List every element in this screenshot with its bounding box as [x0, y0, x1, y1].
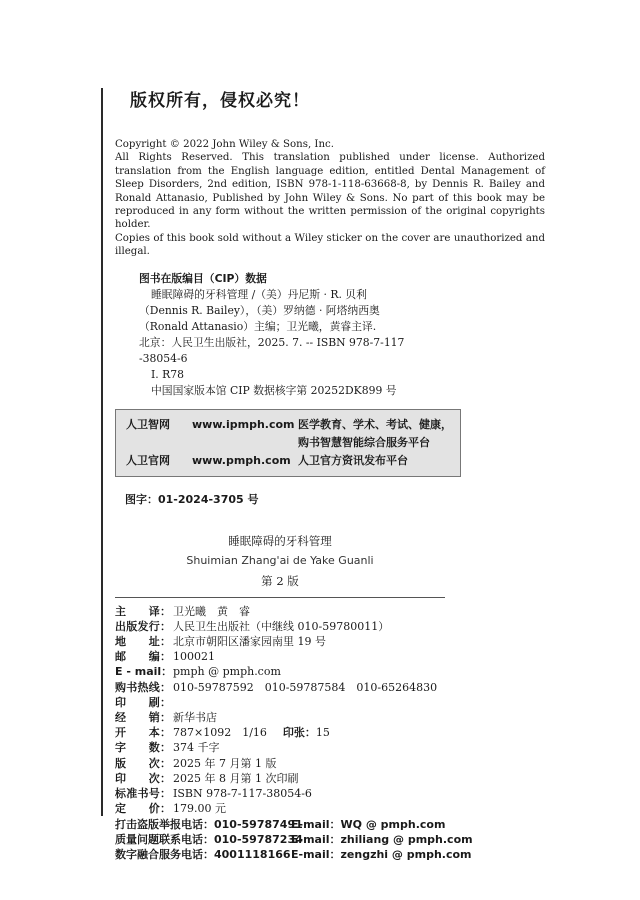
info-extra-value: 15: [315, 726, 330, 740]
info-label: E - mail：: [115, 665, 173, 679]
info-row: [115, 634, 545, 649]
info-label: 开 本：: [115, 726, 171, 740]
info-label: 印 刷：: [115, 695, 171, 709]
book-title: 睡眠障碍的牙科管理: [228, 533, 332, 548]
contact-row: [115, 817, 545, 832]
info-value: 2025 年 8 月第 1 次印刷: [173, 771, 299, 785]
book-title-pinyin: Shuimian Zhang'ai de Yake Guanli: [186, 553, 374, 567]
info-row: [115, 649, 545, 664]
box-site-name: 人卫智网: [126, 417, 170, 431]
contact-email[interactable]: E-mail：zengzhi @ pmph.com: [291, 847, 472, 861]
info-label: 定 价：: [115, 802, 171, 816]
info-label: 经 销：: [115, 711, 171, 725]
info-row: [115, 786, 545, 801]
cip-line: Ⅰ. R78: [151, 367, 184, 381]
contact-row: [115, 832, 545, 847]
info-row: [115, 680, 545, 695]
info-value: 787×1092 1/16: [173, 726, 267, 740]
info-label: 邮 编：: [115, 650, 171, 664]
box-site-desc: 医学教育、学术、考试、健康，: [298, 417, 452, 431]
info-label: 印 次：: [115, 771, 171, 785]
info-row: [115, 756, 545, 771]
book-edition: 第 2 版: [261, 573, 299, 588]
cip-line: （Ronald Attanasio）主编；卫光曦，黄睿主译.: [139, 319, 377, 333]
box-site-name: 人卫官网: [126, 453, 170, 467]
info-value: 2025 年 7 月第 1 版: [173, 756, 277, 770]
cip-line: -38054-6: [139, 351, 188, 365]
cip-title: 图书在版编目（CIP）数据: [139, 271, 267, 285]
info-label: 购书热线：: [115, 680, 171, 694]
box-site-url: [192, 434, 298, 452]
info-label: 地 址：: [115, 635, 171, 649]
info-row: [115, 740, 545, 755]
box-site-name: [126, 434, 192, 452]
contact-row: [115, 847, 545, 862]
info-row: [115, 664, 545, 679]
info-value: 179.00 元: [173, 802, 226, 816]
info-value: 北京市朝阳区潘家园南里 19 号: [173, 635, 326, 649]
info-value: 卫光曦 黄 睿: [173, 604, 250, 618]
info-row: [115, 695, 545, 710]
box-row: [126, 416, 454, 434]
info-row: [115, 801, 545, 816]
box-site-desc: 人卫官方资讯发布平台: [298, 453, 408, 467]
info-label: 标准书号：: [115, 787, 171, 801]
box-site-desc: 购书智慧智能综合服务平台: [298, 435, 430, 449]
page-headline: 版权所有，侵权必究！: [130, 91, 310, 111]
info-row: [115, 710, 545, 725]
license-paragraph: All Rights Reserved. This translation published under license. Authorized translation from the English language edition, entitled Dental Management of Sleep Disorders, 2nd edition, ISBN 978-1-118-63668-8, by Dennis R. Bailey and Ronald Attanasio, Published by John Wiley & Sons. No part of this book may be reproduced in any form without the written permission of the original copyrights holder.: [115, 152, 545, 231]
contact-email[interactable]: E-mail：WQ @ pmph.com: [291, 817, 446, 831]
info-row: [115, 725, 545, 740]
left-margin-rule: [101, 88, 103, 816]
info-value: 374 千字: [173, 741, 220, 755]
info-value: pmph @ pmph.com: [173, 665, 281, 679]
info-value: 010-59787592 010-59787584 010-65264830: [173, 680, 438, 694]
copyright-registration-number: 图字：01-2024-3705 号: [125, 492, 259, 506]
box-row: [126, 434, 454, 452]
info-value: 新华书店: [173, 711, 217, 725]
copyright-page: [115, 86, 545, 862]
publication-info: [115, 604, 545, 862]
cip-line: 睡眠障碍的牙科管理 /（美）丹尼斯 · R. 贝利: [151, 287, 367, 301]
cip-line: （Dennis R. Bailey），（美）罗纳德 · 阿塔纳西奥: [139, 303, 380, 317]
english-copyright-notice: [115, 138, 545, 259]
info-value: 人民卫生出版社（中继线 010-59780011）: [173, 619, 390, 633]
box-site-url[interactable]: www.pmph.com: [192, 453, 291, 467]
cip-line: 中国国家版本馆 CIP 数据核字第 20252DK899 号: [151, 383, 397, 397]
box-site-url[interactable]: www.ipmph.com: [192, 417, 295, 431]
info-extra-label: 印张：: [282, 726, 316, 740]
info-value: 100021: [173, 650, 215, 664]
info-label: 版 次：: [115, 756, 171, 770]
cip-line: 北京：人民卫生出版社，2025. 7. -- ISBN 978-7-117: [139, 335, 405, 349]
contact-phone: 数字融合服务电话：4001118166: [115, 847, 291, 861]
info-row: [115, 604, 545, 619]
info-value: ISBN 978-7-117-38054-6: [173, 787, 312, 801]
info-row: [115, 771, 545, 786]
info-row: [115, 619, 545, 634]
box-row: [126, 452, 454, 470]
contact-email[interactable]: E-mail：zhiliang @ pmph.com: [291, 832, 473, 846]
info-label: 字 数：: [115, 741, 171, 755]
contact-phone: 打击盗版举报电话：010-59787491: [115, 817, 303, 831]
website-info-box: [115, 409, 461, 477]
info-label: 出版发行：: [115, 619, 171, 633]
sticker-notice: Copies of this book sold without a Wiley sticker on the cover are unauthorized and illegal.: [115, 232, 545, 258]
cip-data-block: [139, 271, 545, 399]
copyright-line: Copyright © 2022 John Wiley & Sons, Inc.: [115, 139, 334, 150]
contact-phone: 质量问题联系电话：010-59787234: [115, 832, 303, 846]
divider: [115, 597, 445, 598]
book-title-block: [115, 531, 445, 591]
info-label: 主 译：: [115, 604, 171, 618]
